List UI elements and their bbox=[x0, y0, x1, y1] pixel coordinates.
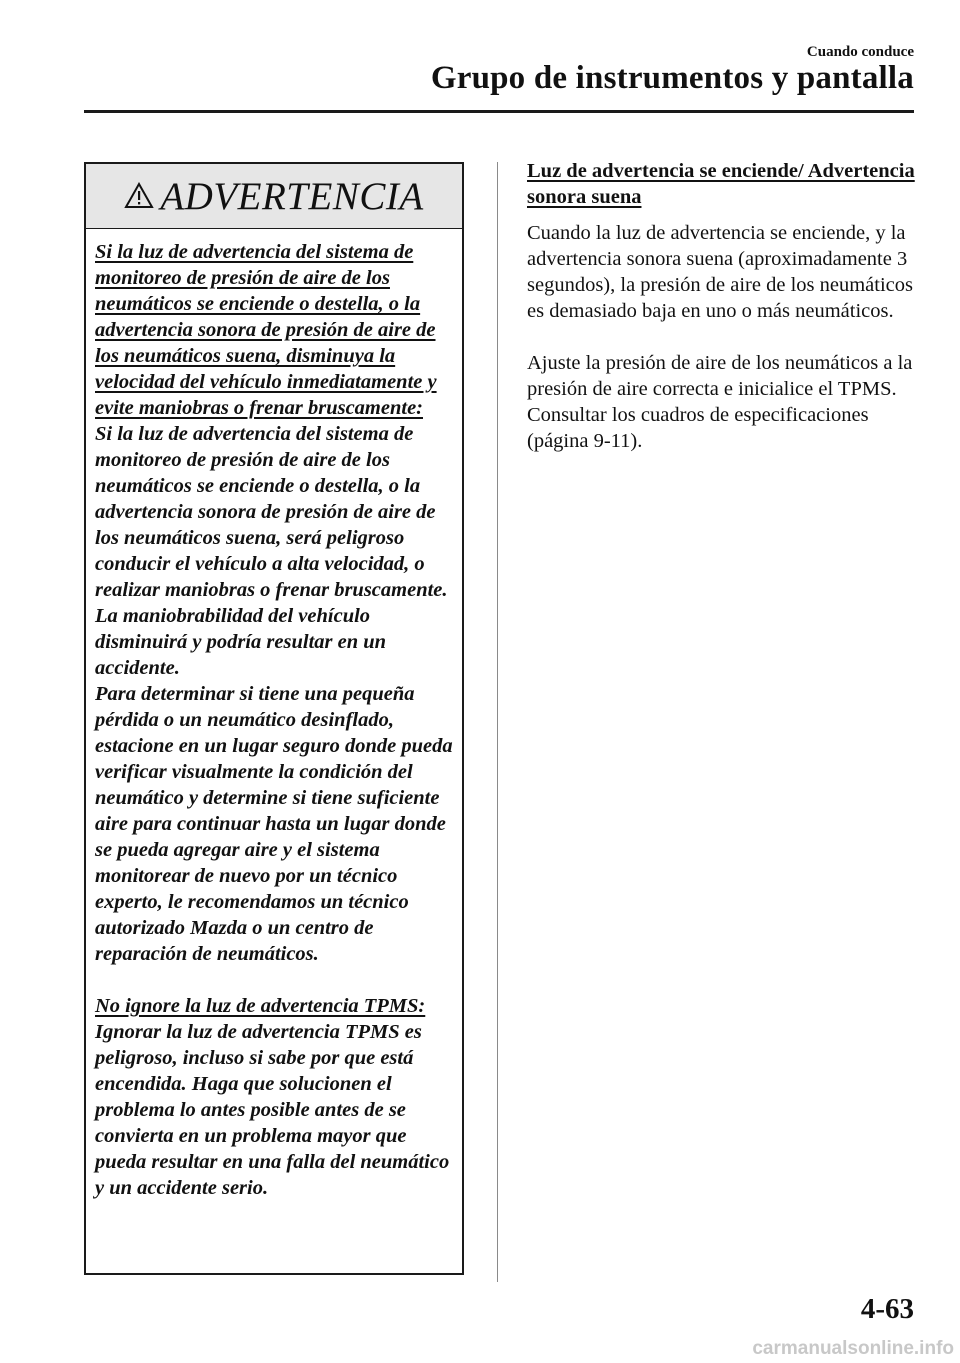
section-label: Cuando conduce bbox=[806, 44, 914, 60]
warning-body bbox=[86, 229, 462, 1201]
warning-heading-2: No ignore la luz de advertencia TPMS: bbox=[95, 995, 426, 1017]
warning-title: ADVERTENCIA bbox=[160, 174, 424, 218]
warning-triangle-icon bbox=[124, 182, 154, 209]
watermark: carmanualsonline.info bbox=[752, 1338, 954, 1359]
header-divider bbox=[84, 110, 914, 113]
column-divider bbox=[497, 162, 498, 1282]
warning-text-3: Ignorar la luz de advertencia TPMS es peligroso, incluso si sabe por que está encendida. Haga que solucionen el problema lo antes posible antes de se convierta en un problema mayor que pueda resultar en una falla del neumático y un accidente serio. bbox=[95, 1021, 450, 1199]
page-title: Grupo de instrumentos y pantalla bbox=[430, 60, 914, 96]
warning-box bbox=[84, 162, 464, 1275]
right-column bbox=[527, 158, 919, 480]
page-number: 4-63 bbox=[860, 1293, 914, 1325]
body-paragraph-1: Cuando la luz de advertencia se enciende, y la advertencia sonora suena (aproximadamente 3 segundos), la presión de aire de los neumáticos es demasiado baja en uno o más neumáticos. bbox=[527, 222, 913, 322]
section-heading: Luz de advertencia se enciende/ Advertencia sonora suena bbox=[527, 160, 915, 208]
warning-heading-1: Si la luz de advertencia del sistema de monitoreo de presión de aire de los neumáticos se enciende o destella, o la advertencia sonora de presión de aire de los neumáticos suena, disminuya la velocidad del vehículo inmediatamente y evite maniobras o frenar bruscamente: bbox=[95, 241, 437, 419]
warning-text-2: Para determinar si tiene una pequeña pérdida o un neumático desinflado, estacione en un lugar seguro donde pueda verificar visualmente la condición del neumático y determine si tiene suficiente aire para continuar hasta un lugar donde se pueda agregar aire y el sistema monitorear de nuevo por un técnico experto, le recomendamos un técnico autorizado Mazda o un centro de reparación de neumáticos. bbox=[95, 683, 453, 965]
warning-header bbox=[86, 164, 462, 229]
warning-text-1: Si la luz de advertencia del sistema de monitoreo de presión de aire de los neumáticos se enciende o destella, o la advertencia sonora de presión de aire de los neumáticos suena, será peligroso conducir el vehículo a alta velocidad, o realizar maniobras o frenar bruscamente. La maniobrabilidad del vehículo disminuirá y podría resultar en un accidente. bbox=[95, 423, 448, 679]
body-paragraph-2: Ajuste la presión de aire de los neumáticos a la presión de aire correcta e inicialice el TPMS. Consultar los cuadros de especificaciones (página 9-11). bbox=[527, 352, 913, 452]
